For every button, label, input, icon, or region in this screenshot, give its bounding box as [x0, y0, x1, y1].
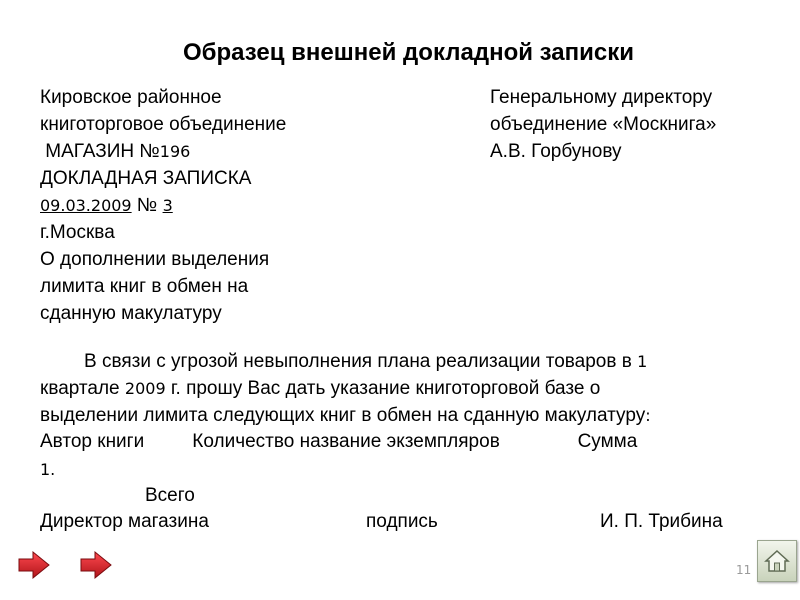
- recipient-line-3: А.В. Горбунову: [490, 141, 622, 162]
- column-title-qty: Количество название экземпляров: [192, 431, 500, 452]
- body-line-1: [40, 348, 760, 375]
- table-row: 1.: [40, 460, 56, 479]
- store-line: [40, 138, 370, 165]
- number-sign: №: [136, 195, 158, 216]
- red-arrow-icon: [80, 550, 112, 580]
- doc-type: ДОКЛАДНАЯ ЗАПИСКА: [40, 168, 252, 189]
- page-number: 11: [736, 563, 752, 577]
- body-text-a: В связи с угрозой невыполнения плана реализации товаров в: [84, 351, 638, 372]
- home-button[interactable]: [757, 540, 797, 582]
- city: г.Москва: [40, 222, 115, 243]
- table-header: [40, 428, 637, 455]
- next-slide-button[interactable]: [80, 550, 112, 580]
- year: 2009: [124, 379, 166, 398]
- column-sum: Сумма: [577, 431, 638, 452]
- body-text-d: выделении лимита следующих книг в обмен на сданную макулатуру: [40, 405, 646, 426]
- store-prefix: МАГАЗИН №: [45, 141, 160, 162]
- sender-line-2: книготорговое объединение: [40, 114, 287, 135]
- body-line-2: [40, 375, 760, 402]
- sender-line-1: Кировское районное: [40, 87, 222, 108]
- red-arrow-icon: [18, 550, 50, 580]
- recipient-line-2: объединение «Москнига»: [490, 114, 717, 135]
- body-text-b: квартале: [40, 378, 125, 399]
- total-label: Всего: [145, 485, 195, 506]
- body-paragraph: [40, 348, 760, 429]
- subject-line-1: О дополнении выделения: [40, 249, 270, 270]
- document-title: Образец внешней докладной записки: [183, 39, 634, 66]
- doc-date: 09.03.2009: [40, 196, 132, 215]
- body-line-3: [40, 402, 760, 429]
- recipient-block: [490, 84, 790, 165]
- subject-line-3: сданную макулатуру: [40, 303, 222, 324]
- doc-number: 3: [162, 196, 173, 215]
- quarter-number: 1: [637, 352, 648, 371]
- body-text-c: г. прошу Вас дать указание книготорговой базе о: [165, 378, 601, 399]
- date-number-line: [40, 192, 370, 219]
- store-number: 196: [159, 142, 191, 161]
- signer-name: И. П. Трибина: [600, 511, 723, 532]
- signer-position: Директор магазина: [40, 511, 209, 532]
- signature-label: подпись: [366, 511, 438, 532]
- colon: :: [645, 406, 651, 425]
- recipient-line-1: Генеральному директору: [490, 87, 713, 108]
- home-icon: [764, 548, 790, 574]
- subject-line-2: лимита книг в обмен на: [40, 276, 249, 297]
- sender-block: [40, 84, 370, 327]
- prev-slide-button[interactable]: [18, 550, 50, 580]
- column-author: Автор книги: [40, 431, 145, 452]
